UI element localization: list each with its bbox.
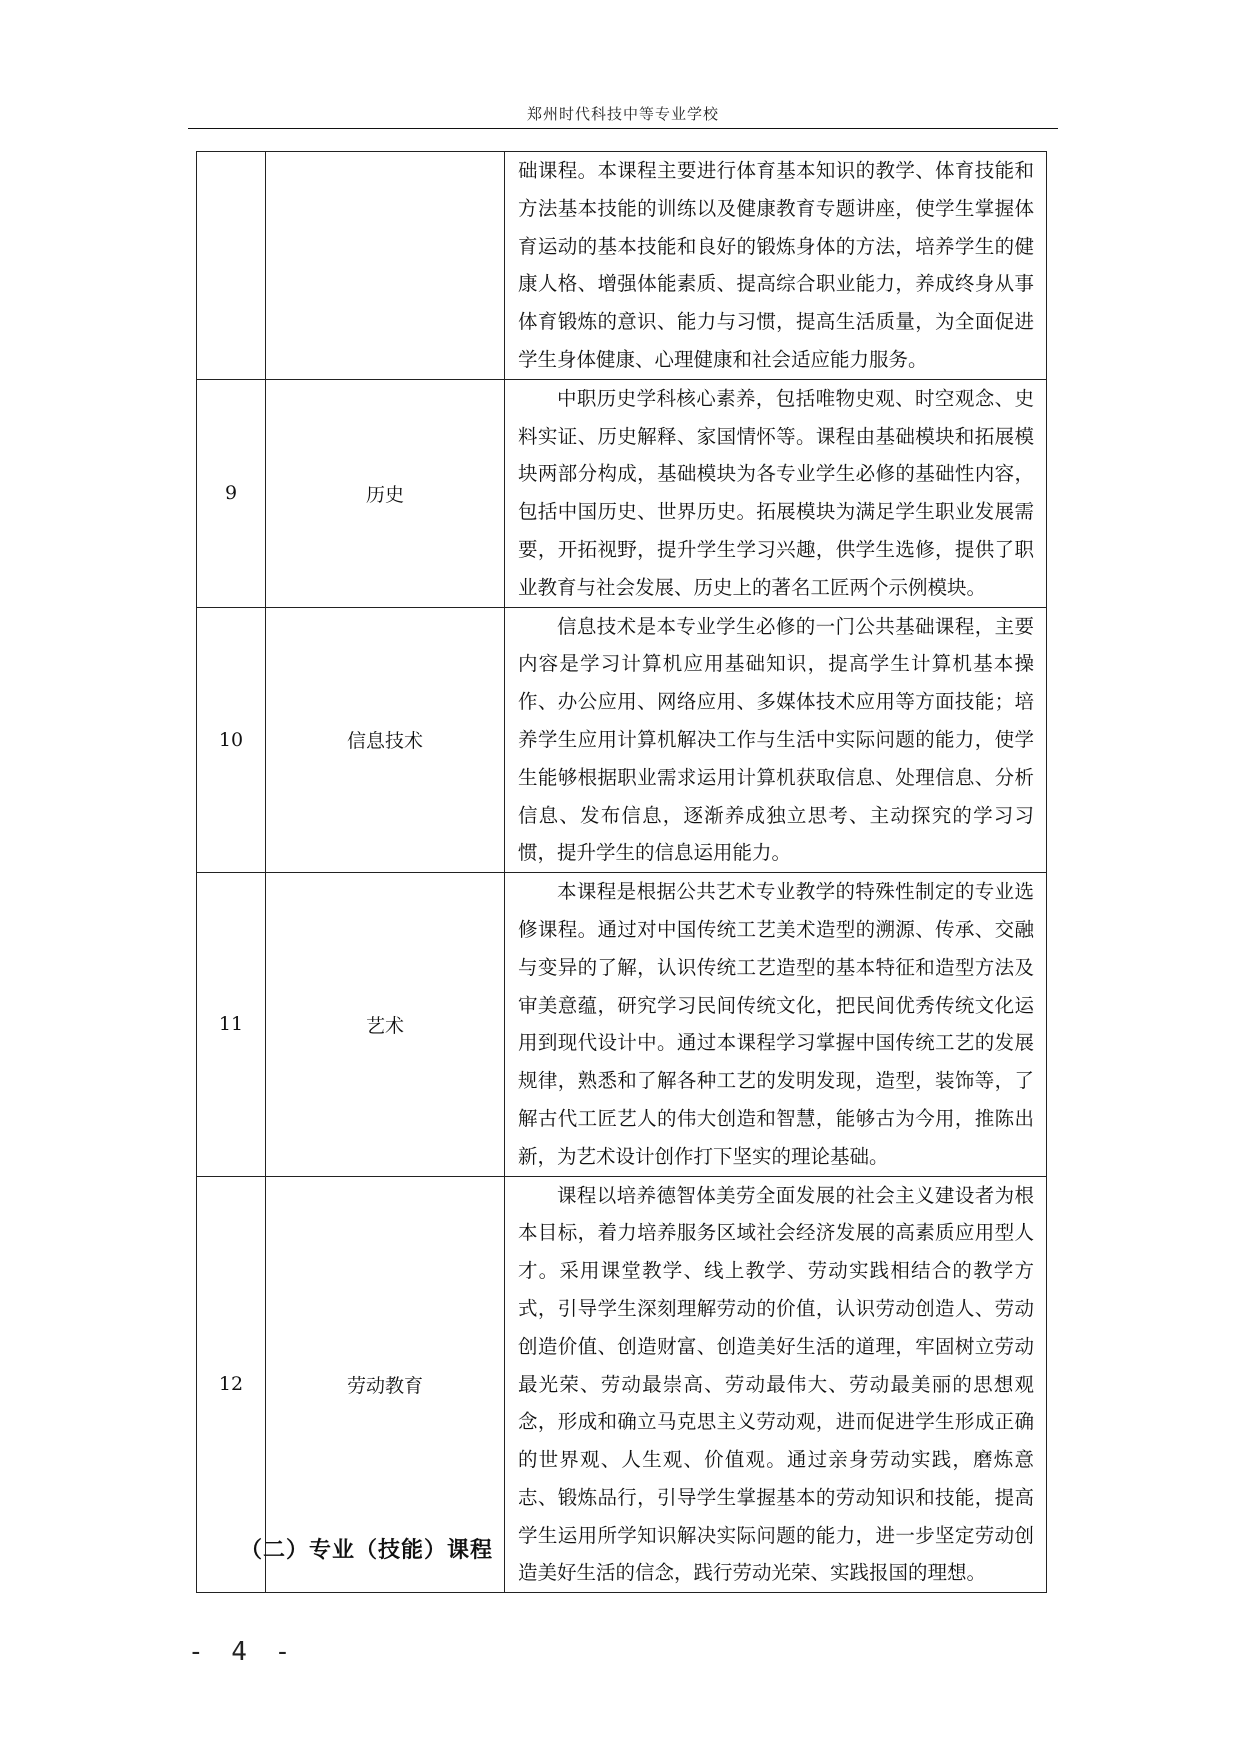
course-name-cell: 艺术 [266,873,505,1176]
course-number-cell: 10 [197,607,266,873]
table-row [197,607,1047,873]
course-description-cell [505,1176,1047,1593]
section-heading: （二）专业（技能）课程 [240,1538,494,1563]
course-number-cell: 9 [197,379,266,607]
course-description-text: 信息技术是本专业学生必修的一门公共基础课程，主要内容是学习计算机应用基础知识，提高学生计算机基本操作、办公应用、网络应用、多媒体技术应用等方面技能；培养学生应用计算机解决工作与生活中实际问题的能力，使学生能够根据职业需求运用计算机获取信息、处理信息、分析信息、发布信息，逐渐养成独立思考、主动探究的学习习惯，提升学生的信息运用能力。 [518,614,1034,865]
course-description-text: 本课程是根据公共艺术专业教学的特殊性制定的专业选修课程。通过对中国传统工艺美术造型的溯源、传承、交融与变异的了解，认识传统工艺造型的基本特征和造型方法及审美意蕴，研究学习民间传统文化，把民间优秀传统文化运用到现代设计中。通过本课程学习掌握中国传统工艺的发展规律，熟悉和了解各种工艺的发明发现，造型，装饰等，了解古代工匠艺人的伟大创造和智慧，能够古为今用，推陈出新，为艺术设计创作打下坚实的理论基础。 [518,880,1034,1168]
document-header: 郑州时代科技中等专业学校 [526,105,719,123]
course-description-cell [505,379,1047,607]
page-number: - 4 - [188,1637,297,1667]
table-row [197,873,1047,1176]
course-name-cell: 历史 [266,379,505,607]
table-row [197,152,1047,380]
course-number-cell: 11 [197,873,266,1176]
course-description-text: 础课程。本课程主要进行体育基本知识的教学、体育技能和方法基本技能的训练以及健康教育专题讲座，使学生掌握体育运动的基本技能和良好的锻炼身体的方法，培养学生的健康人格、增强体能素质、提高综合职业能力，养成终身从事体育锻炼的意识、能力与习惯，提高生活质量，为全面促进学生身体健康、心理健康和社会适应能力服务。 [518,159,1034,371]
course-number-cell [197,152,266,380]
course-description-cell [505,152,1047,380]
course-description-text: 中职历史学科核心素养，包括唯物史观、时空观念、史料实证、历史解释、家国情怀等。课程由基础模块和拓展模块两部分构成，基础模块为各专业学生必修的基础性内容，包括中国历史、世界历史。拓展模块为满足学生职业发展需要，开拓视野，提升学生学习兴趣，供学生选修，提供了职业教育与社会发展、历史上的著名工匠两个示例模块。 [518,386,1034,599]
table-row [197,1176,1047,1593]
course-name-cell: 劳动教育 [266,1176,505,1593]
course-description-cell [505,607,1047,873]
course-description-cell [505,873,1047,1176]
course-number-cell: 12 [197,1176,266,1593]
course-description-text: 课程以培养德智体美劳全面发展的社会主义建设者为根本目标，着力培养服务区域社会经济发展的高素质应用型人才。采用课堂教学、线上教学、劳动实践相结合的教学方式，引导学生深刻理解劳动的价值，认识劳动创造人、劳动创造价值、创造财富、创造美好生活的道理，牢固树立劳动最光荣、劳动最崇高、劳动最伟大、劳动最美丽的思想观念，形成和确立马克思主义劳动观，进而促进学生形成正确的世界观、人生观、价值观。通过亲身劳动实践，磨炼意志、锻炼品行，引导学生掌握基本的劳动知识和技能，提高学生运用所学知识解决实际问题的能力，进一步坚定劳动创造美好生活的信念，践行劳动光荣、实践报国的理想。 [518,1183,1034,1585]
course-name-cell [266,152,505,380]
course-name-cell: 信息技术 [266,607,505,873]
table-row [197,379,1047,607]
curriculum-table [196,151,1047,1593]
header-divider [188,128,1058,129]
